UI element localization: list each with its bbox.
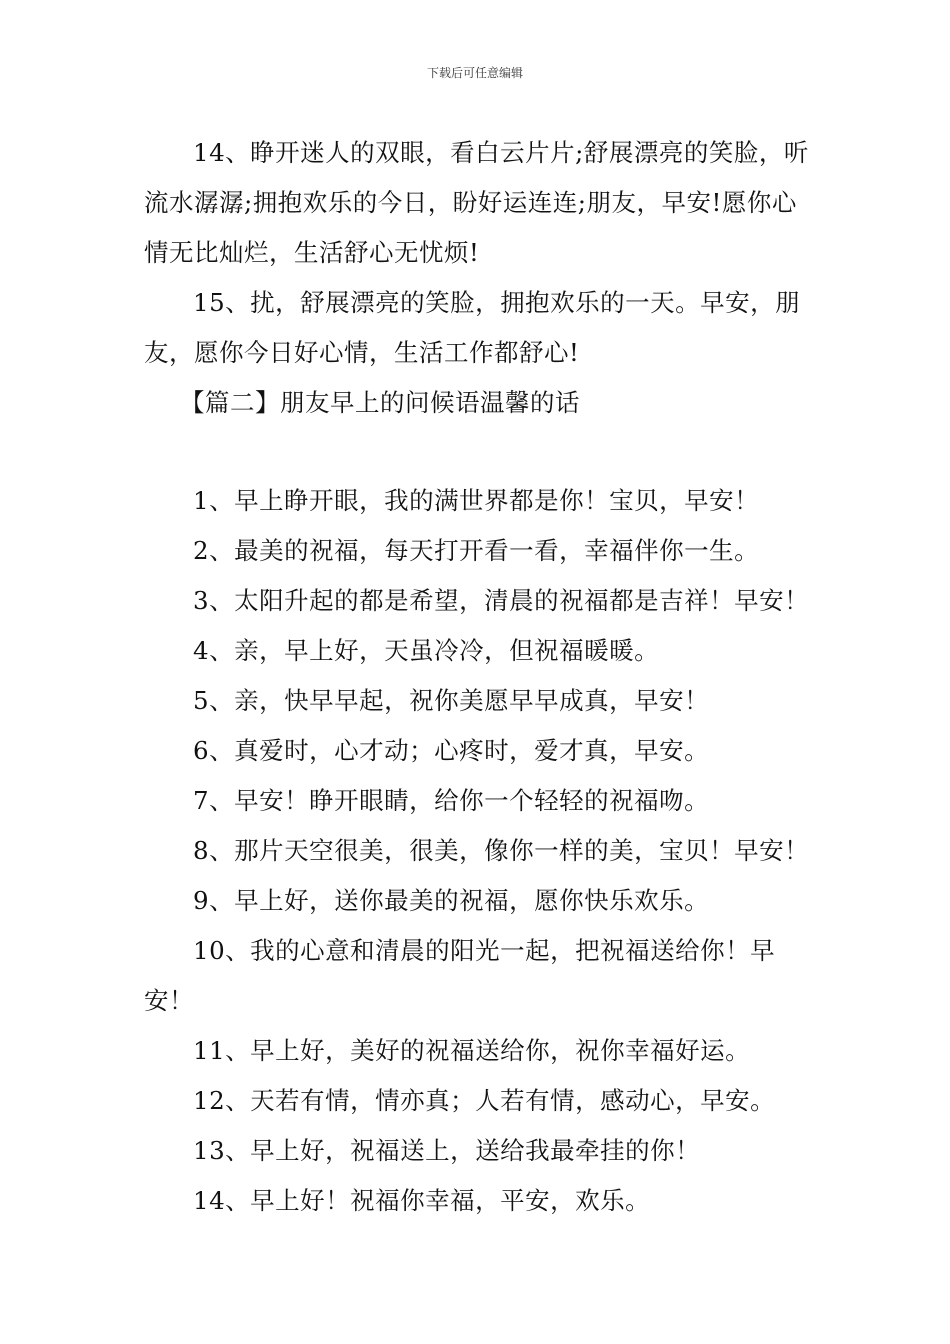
list-item-13: 13、早上好，祝福送上，送给我最牵挂的你！ xyxy=(193,1136,701,1165)
paragraph-14: 14、睁开迷人的双眼，看白云片片;舒展漂亮的笑脸，听流水潺潺;拥抱欢乐的今日，盼好运连连;朋友，早安!愿你心情无比灿烂，生活舒心无忧烦! xyxy=(144,138,809,267)
list-item-9: 9、早上好，送你最美的祝福，愿你快乐欢乐。 xyxy=(193,886,710,915)
paragraph-15: 15、扰，舒展漂亮的笑脸，拥抱欢乐的一天。早安，朋友，愿你今日好心情，生活工作都舒心! xyxy=(144,288,801,367)
list-item-6: 6、真爱时，心才动；心疼时，爱才真，早安。 xyxy=(193,736,710,765)
list-item-10: 10、我的心意和清晨的阳光一起，把祝福送给你！早安！ xyxy=(144,936,776,1015)
list-item-2: 2、最美的祝福，每天打开看一看，幸福伴你一生。 xyxy=(193,536,760,565)
list-item-3: 3、太阳升起的都是希望，清晨的祝福都是吉祥！早安！ xyxy=(193,586,810,615)
list-item-5: 5、亲，快早早起，祝你美愿早早成真，早安！ xyxy=(193,686,710,715)
section-title: 【篇二】朋友早上的问候语温馨的话 xyxy=(180,388,580,417)
list-item-11: 11、早上好，美好的祝福送给你，祝你幸福好运。 xyxy=(193,1036,751,1065)
list-item-12: 12、天若有情，情亦真；人若有情，感动心，早安。 xyxy=(193,1086,776,1115)
document-body xyxy=(144,128,814,1226)
list-item-8: 8、那片天空很美，很美，像你一样的美，宝贝！早安！ xyxy=(193,836,810,865)
page-header: 下载后可任意编辑 xyxy=(426,66,523,80)
list-item-4: 4、亲，早上好，天虽冷冷，但祝福暖暖。 xyxy=(193,636,660,665)
spacer xyxy=(144,428,814,476)
list-item-1: 1、早上睁开眼，我的满世界都是你！宝贝，早安！ xyxy=(193,486,760,515)
list-item-7: 7、早安！睁开眼睛，给你一个轻轻的祝福吻。 xyxy=(193,786,710,815)
list-item-14: 14、早上好！祝福你幸福，平安，欢乐。 xyxy=(193,1186,651,1215)
